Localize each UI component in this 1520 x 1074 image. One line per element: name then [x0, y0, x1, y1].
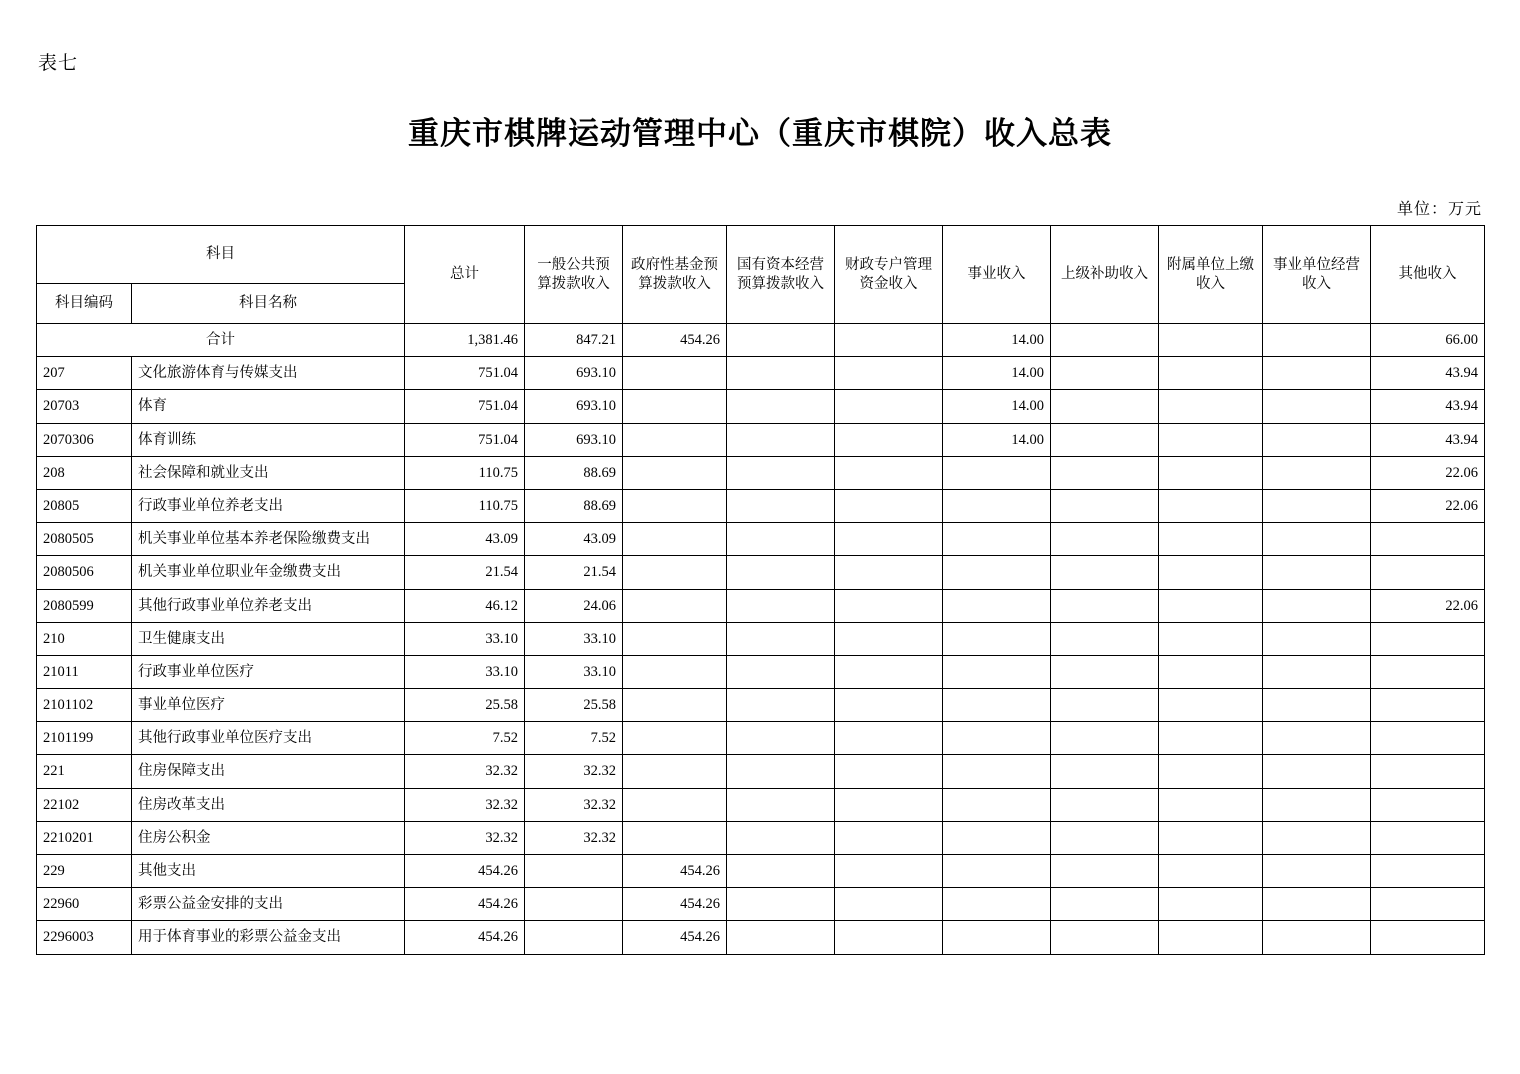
cell-subject-code: 20805 — [37, 489, 132, 522]
cell-other-income — [1371, 755, 1485, 788]
cell-gov-fund — [623, 722, 727, 755]
cell-subordinate-paid — [1159, 855, 1263, 888]
cell-subject-name: 机关事业单位职业年金缴费支出 — [132, 556, 405, 589]
cell-gov-fund: 454.26 — [623, 921, 727, 954]
cell-state-capital — [727, 456, 835, 489]
cell-general-public: 693.10 — [525, 423, 623, 456]
cell-subordinate-paid — [1159, 689, 1263, 722]
cell-state-capital — [727, 589, 835, 622]
cell-other-income: 22.06 — [1371, 489, 1485, 522]
cell-subject-name: 住房改革支出 — [132, 788, 405, 821]
cell-other-income — [1371, 689, 1485, 722]
cell-total: 751.04 — [405, 390, 525, 423]
cell-subject-code: 2210201 — [37, 821, 132, 854]
table-row — [37, 655, 1485, 688]
cell-general-public — [525, 921, 623, 954]
cell-subject-code: 20703 — [37, 390, 132, 423]
cell-general-public: 32.32 — [525, 788, 623, 821]
cell-subordinate-paid — [1159, 357, 1263, 390]
cell-business-operation — [1263, 888, 1371, 921]
table-body — [37, 324, 1485, 955]
cell-business-operation — [1263, 622, 1371, 655]
cell-business-operation — [1263, 357, 1371, 390]
cell-other-income — [1371, 888, 1485, 921]
cell-business-income — [943, 589, 1051, 622]
cell-general-public: 693.10 — [525, 390, 623, 423]
cell-general-public: 32.32 — [525, 821, 623, 854]
cell-gov-fund — [623, 456, 727, 489]
cell-gov-fund — [623, 622, 727, 655]
cell-total: 454.26 — [405, 921, 525, 954]
cell-total: 751.04 — [405, 357, 525, 390]
cell-other-income: 43.94 — [1371, 423, 1485, 456]
cell-general-public — [525, 855, 623, 888]
cell-superior-subsidy — [1051, 456, 1159, 489]
cell-business-operation — [1263, 489, 1371, 522]
table-row — [37, 689, 1485, 722]
cell-state-capital — [727, 523, 835, 556]
cell-superior-subsidy — [1051, 489, 1159, 522]
table-row — [37, 556, 1485, 589]
cell-subject-name: 卫生健康支出 — [132, 622, 405, 655]
cell-subject-code: 2080506 — [37, 556, 132, 589]
cell-business-income — [943, 921, 1051, 954]
cell-superior-subsidy — [1051, 722, 1159, 755]
cell-superior-subsidy — [1051, 390, 1159, 423]
cell-subject-name: 体育 — [132, 390, 405, 423]
table-row — [37, 788, 1485, 821]
cell-other-income — [1371, 655, 1485, 688]
cell-superior-subsidy — [1051, 689, 1159, 722]
cell-subordinate-paid — [1159, 921, 1263, 954]
cell-total: 43.09 — [405, 523, 525, 556]
cell-superior-subsidy — [1051, 921, 1159, 954]
header-subject-name: 科目名称 — [132, 284, 405, 324]
cell-fiscal-account — [835, 722, 943, 755]
cell-subject-code: 2070306 — [37, 423, 132, 456]
table-row — [37, 390, 1485, 423]
cell-other-income — [1371, 622, 1485, 655]
cell-fiscal-account — [835, 788, 943, 821]
cell-subject-name: 住房保障支出 — [132, 755, 405, 788]
cell-state-capital — [727, 821, 835, 854]
cell-total: 25.58 — [405, 689, 525, 722]
table-row — [37, 821, 1485, 854]
cell-fiscal-account — [835, 556, 943, 589]
cell-business-operation — [1263, 655, 1371, 688]
cell-general-public: 33.10 — [525, 655, 623, 688]
cell-subordinate-paid — [1159, 888, 1263, 921]
cell-subject-name: 体育训练 — [132, 423, 405, 456]
table-row-total — [37, 324, 1485, 357]
cell-business-operation — [1263, 390, 1371, 423]
table-row — [37, 622, 1485, 655]
header-subject-group: 科目 — [37, 226, 405, 284]
cell-total: 454.26 — [405, 888, 525, 921]
cell-business-income — [943, 855, 1051, 888]
cell-subject-name: 彩票公益金安排的支出 — [132, 888, 405, 921]
total-cell-state-capital — [727, 324, 835, 357]
total-cell-total: 1,381.46 — [405, 324, 525, 357]
cell-general-public — [525, 888, 623, 921]
cell-subject-code: 2296003 — [37, 921, 132, 954]
table-row — [37, 489, 1485, 522]
header-subject-code: 科目编码 — [37, 284, 132, 324]
cell-subject-name: 其他支出 — [132, 855, 405, 888]
cell-general-public: 21.54 — [525, 556, 623, 589]
cell-state-capital — [727, 655, 835, 688]
cell-fiscal-account — [835, 655, 943, 688]
cell-state-capital — [727, 888, 835, 921]
cell-fiscal-account — [835, 888, 943, 921]
cell-business-income — [943, 888, 1051, 921]
cell-state-capital — [727, 689, 835, 722]
cell-superior-subsidy — [1051, 655, 1159, 688]
cell-total: 32.32 — [405, 821, 525, 854]
cell-subject-name: 行政事业单位养老支出 — [132, 489, 405, 522]
cell-business-operation — [1263, 523, 1371, 556]
cell-business-income — [943, 556, 1051, 589]
cell-subject-name: 其他行政事业单位医疗支出 — [132, 722, 405, 755]
cell-superior-subsidy — [1051, 622, 1159, 655]
cell-subject-code: 210 — [37, 622, 132, 655]
cell-state-capital — [727, 390, 835, 423]
cell-general-public: 25.58 — [525, 689, 623, 722]
cell-superior-subsidy — [1051, 855, 1159, 888]
cell-other-income — [1371, 788, 1485, 821]
cell-fiscal-account — [835, 689, 943, 722]
cell-other-income: 22.06 — [1371, 456, 1485, 489]
cell-business-income: 14.00 — [943, 423, 1051, 456]
cell-business-operation — [1263, 423, 1371, 456]
cell-other-income: 22.06 — [1371, 589, 1485, 622]
total-cell-general-public: 847.21 — [525, 324, 623, 357]
cell-fiscal-account — [835, 489, 943, 522]
cell-gov-fund — [623, 523, 727, 556]
cell-subject-name: 住房公积金 — [132, 821, 405, 854]
cell-total: 454.26 — [405, 855, 525, 888]
cell-gov-fund — [623, 788, 727, 821]
cell-fiscal-account — [835, 456, 943, 489]
cell-gov-fund — [623, 821, 727, 854]
cell-total: 110.75 — [405, 456, 525, 489]
cell-subject-code: 2101102 — [37, 689, 132, 722]
cell-fiscal-account — [835, 755, 943, 788]
cell-subordinate-paid — [1159, 821, 1263, 854]
cell-subordinate-paid — [1159, 655, 1263, 688]
total-cell-other-income: 66.00 — [1371, 324, 1485, 357]
cell-gov-fund — [623, 755, 727, 788]
header-business-income: 事业收入 — [943, 226, 1051, 324]
cell-subject-name: 文化旅游体育与传媒支出 — [132, 357, 405, 390]
cell-superior-subsidy — [1051, 821, 1159, 854]
cell-gov-fund — [623, 589, 727, 622]
cell-general-public: 693.10 — [525, 357, 623, 390]
cell-subordinate-paid — [1159, 390, 1263, 423]
cell-business-income — [943, 456, 1051, 489]
cell-gov-fund — [623, 689, 727, 722]
cell-subordinate-paid — [1159, 556, 1263, 589]
total-cell-fiscal-account — [835, 324, 943, 357]
cell-business-income — [943, 788, 1051, 821]
cell-fiscal-account — [835, 523, 943, 556]
cell-state-capital — [727, 489, 835, 522]
cell-general-public: 43.09 — [525, 523, 623, 556]
header-general-public-budget: 一般公共预算拨款收入 — [525, 226, 623, 324]
cell-business-income — [943, 722, 1051, 755]
header-gov-fund-budget: 政府性基金预算拨款收入 — [623, 226, 727, 324]
cell-state-capital — [727, 722, 835, 755]
cell-business-operation — [1263, 589, 1371, 622]
table-row — [37, 423, 1485, 456]
cell-business-income: 14.00 — [943, 357, 1051, 390]
cell-total: 32.32 — [405, 788, 525, 821]
table-row — [37, 722, 1485, 755]
table-row — [37, 888, 1485, 921]
cell-business-income — [943, 489, 1051, 522]
header-other-income: 其他收入 — [1371, 226, 1485, 324]
cell-superior-subsidy — [1051, 888, 1159, 921]
header-business-operation-income: 事业单位经营收入 — [1263, 226, 1371, 324]
cell-total: 751.04 — [405, 423, 525, 456]
cell-business-income — [943, 622, 1051, 655]
cell-subject-code: 221 — [37, 755, 132, 788]
cell-subordinate-paid — [1159, 755, 1263, 788]
cell-subject-code: 2101199 — [37, 722, 132, 755]
cell-subject-name: 事业单位医疗 — [132, 689, 405, 722]
cell-fiscal-account — [835, 921, 943, 954]
cell-business-income — [943, 755, 1051, 788]
table-row — [37, 921, 1485, 954]
cell-subject-code: 207 — [37, 357, 132, 390]
cell-gov-fund: 454.26 — [623, 888, 727, 921]
cell-other-income — [1371, 556, 1485, 589]
income-summary-table — [36, 225, 1485, 955]
table-row — [37, 589, 1485, 622]
cell-business-operation — [1263, 821, 1371, 854]
cell-superior-subsidy — [1051, 755, 1159, 788]
cell-subject-code: 2080599 — [37, 589, 132, 622]
cell-subject-code: 22960 — [37, 888, 132, 921]
cell-subject-code: 21011 — [37, 655, 132, 688]
cell-business-income: 14.00 — [943, 390, 1051, 423]
total-label: 合计 — [37, 324, 405, 357]
cell-superior-subsidy — [1051, 589, 1159, 622]
cell-superior-subsidy — [1051, 556, 1159, 589]
cell-business-operation — [1263, 755, 1371, 788]
cell-state-capital — [727, 855, 835, 888]
table-number-label: 表七 — [38, 53, 79, 74]
cell-fiscal-account — [835, 357, 943, 390]
cell-fiscal-account — [835, 622, 943, 655]
cell-gov-fund — [623, 556, 727, 589]
cell-general-public: 88.69 — [525, 489, 623, 522]
cell-fiscal-account — [835, 589, 943, 622]
cell-subject-name: 其他行政事业单位养老支出 — [132, 589, 405, 622]
cell-subject-name: 用于体育事业的彩票公益金支出 — [132, 921, 405, 954]
cell-state-capital — [727, 755, 835, 788]
cell-business-operation — [1263, 556, 1371, 589]
cell-business-income — [943, 689, 1051, 722]
cell-state-capital — [727, 423, 835, 456]
cell-state-capital — [727, 921, 835, 954]
cell-state-capital — [727, 556, 835, 589]
cell-business-income — [943, 655, 1051, 688]
cell-subject-name: 社会保障和就业支出 — [132, 456, 405, 489]
cell-subject-code: 22102 — [37, 788, 132, 821]
cell-gov-fund — [623, 489, 727, 522]
cell-total: 33.10 — [405, 622, 525, 655]
header-total: 总计 — [405, 226, 525, 324]
unit-label: 单位：万元 — [1396, 201, 1482, 218]
cell-general-public: 32.32 — [525, 755, 623, 788]
cell-superior-subsidy — [1051, 523, 1159, 556]
cell-general-public: 7.52 — [525, 722, 623, 755]
cell-state-capital — [727, 357, 835, 390]
cell-superior-subsidy — [1051, 788, 1159, 821]
cell-state-capital — [727, 788, 835, 821]
cell-gov-fund — [623, 390, 727, 423]
cell-subordinate-paid — [1159, 423, 1263, 456]
total-cell-superior-subsidy — [1051, 324, 1159, 357]
cell-fiscal-account — [835, 855, 943, 888]
table-row — [37, 523, 1485, 556]
cell-fiscal-account — [835, 423, 943, 456]
cell-subject-code: 2080505 — [37, 523, 132, 556]
cell-business-operation — [1263, 456, 1371, 489]
cell-fiscal-account — [835, 821, 943, 854]
table-row — [37, 456, 1485, 489]
cell-subordinate-paid — [1159, 589, 1263, 622]
cell-subordinate-paid — [1159, 523, 1263, 556]
cell-superior-subsidy — [1051, 357, 1159, 390]
cell-subject-code: 229 — [37, 855, 132, 888]
cell-total: 110.75 — [405, 489, 525, 522]
cell-subordinate-paid — [1159, 788, 1263, 821]
cell-state-capital — [727, 622, 835, 655]
header-subordinate-paid: 附属单位上缴收入 — [1159, 226, 1263, 324]
total-cell-business-operation — [1263, 324, 1371, 357]
cell-general-public: 33.10 — [525, 622, 623, 655]
cell-general-public: 24.06 — [525, 589, 623, 622]
page-title: 重庆市棋牌运动管理中心（重庆市棋院）收入总表 — [408, 116, 1112, 151]
cell-business-income — [943, 821, 1051, 854]
cell-subordinate-paid — [1159, 489, 1263, 522]
header-fiscal-account-funds: 财政专户管理资金收入 — [835, 226, 943, 324]
cell-subject-name: 机关事业单位基本养老保险缴费支出 — [132, 523, 405, 556]
cell-business-operation — [1263, 788, 1371, 821]
cell-subject-code: 208 — [37, 456, 132, 489]
cell-gov-fund — [623, 423, 727, 456]
cell-other-income: 43.94 — [1371, 357, 1485, 390]
cell-other-income — [1371, 921, 1485, 954]
table-row — [37, 855, 1485, 888]
cell-business-operation — [1263, 722, 1371, 755]
cell-superior-subsidy — [1051, 423, 1159, 456]
cell-general-public: 88.69 — [525, 456, 623, 489]
cell-other-income — [1371, 523, 1485, 556]
total-cell-gov-fund: 454.26 — [623, 324, 727, 357]
cell-other-income — [1371, 722, 1485, 755]
table-row — [37, 755, 1485, 788]
cell-subordinate-paid — [1159, 722, 1263, 755]
cell-subordinate-paid — [1159, 456, 1263, 489]
header-state-capital-budget: 国有资本经营预算拨款收入 — [727, 226, 835, 324]
cell-business-operation — [1263, 855, 1371, 888]
total-cell-subordinate-paid — [1159, 324, 1263, 357]
cell-total: 32.32 — [405, 755, 525, 788]
cell-gov-fund — [623, 357, 727, 390]
cell-other-income — [1371, 821, 1485, 854]
cell-total: 21.54 — [405, 556, 525, 589]
header-superior-subsidy: 上级补助收入 — [1051, 226, 1159, 324]
cell-other-income — [1371, 855, 1485, 888]
cell-subject-name: 行政事业单位医疗 — [132, 655, 405, 688]
cell-total: 7.52 — [405, 722, 525, 755]
cell-total: 46.12 — [405, 589, 525, 622]
cell-business-operation — [1263, 689, 1371, 722]
cell-subordinate-paid — [1159, 622, 1263, 655]
cell-business-income — [943, 523, 1051, 556]
table-row — [37, 357, 1485, 390]
table-header-row-1 — [37, 226, 1485, 284]
cell-other-income: 43.94 — [1371, 390, 1485, 423]
cell-gov-fund — [623, 655, 727, 688]
cell-fiscal-account — [835, 390, 943, 423]
cell-gov-fund: 454.26 — [623, 855, 727, 888]
cell-business-operation — [1263, 921, 1371, 954]
cell-total: 33.10 — [405, 655, 525, 688]
total-cell-business-income: 14.00 — [943, 324, 1051, 357]
